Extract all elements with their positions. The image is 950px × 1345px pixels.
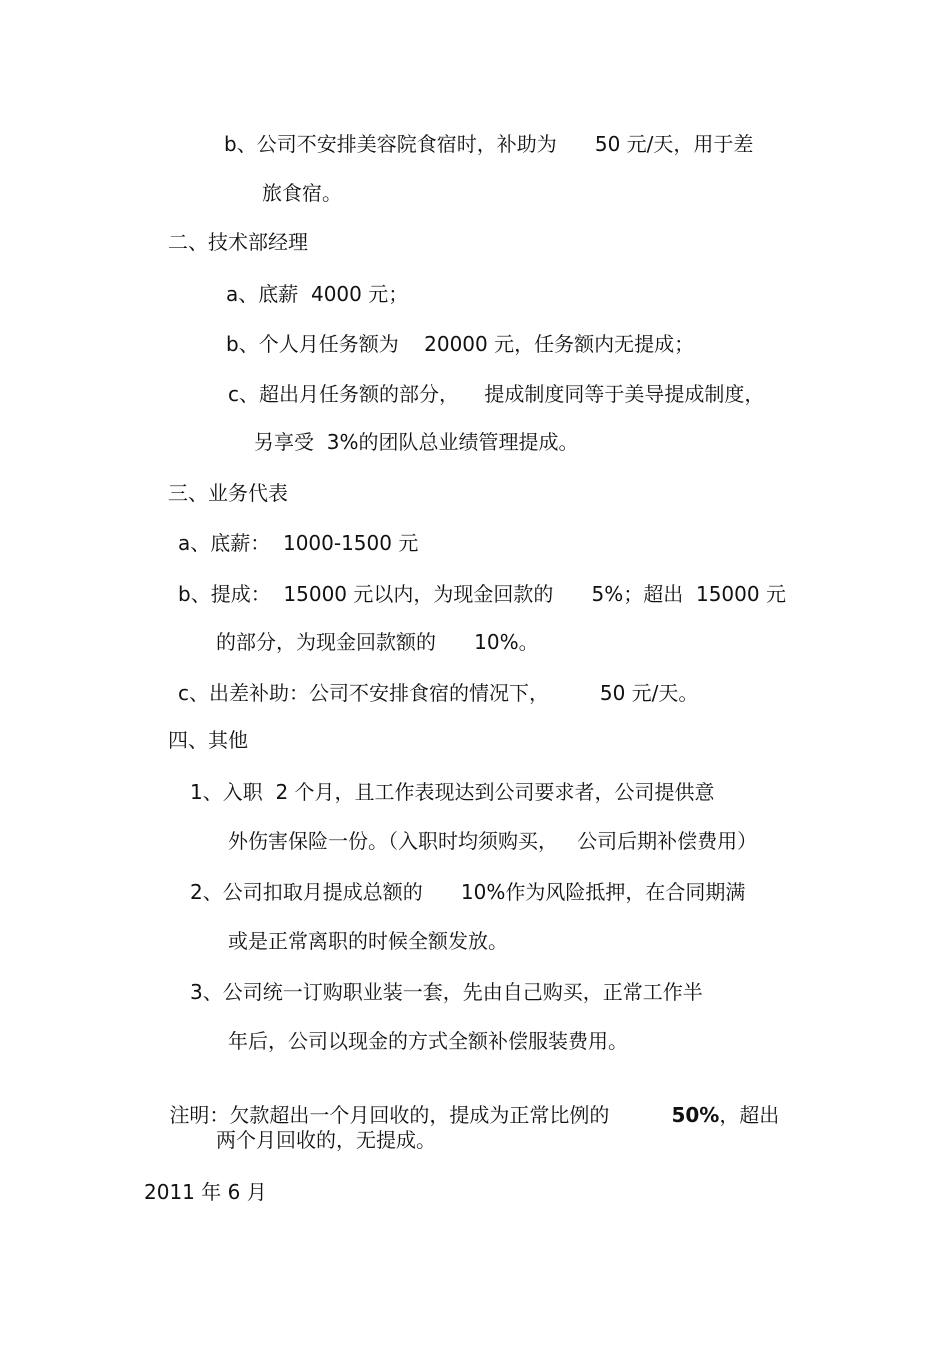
section-2-item-a: a、底薪 4000 元； <box>226 282 409 306</box>
section-4-item-2-line1: 2、公司扣取月提成总额的 10%作为风险抵押，在合同期满 <box>190 880 746 904</box>
note-line2: 两个月回收的，无提成。 <box>216 1128 436 1152</box>
section-2-item-c-line1: c、超出月任务额的部分， 提成制度同等于美导提成制度， <box>228 382 765 406</box>
section-3-item-a: a、底薪： 1000-1500 元 <box>178 531 419 555</box>
note-suffix: ，超出 <box>719 1103 780 1127</box>
item-b-travel-line1: b、公司不安排美容院食宿时，补助为 50 元/天，用于差 <box>224 132 754 156</box>
section-3-item-b-line2: 的部分，为现金回款额的 10%。 <box>216 630 539 654</box>
section-2-heading: 二、技术部经理 <box>168 230 308 254</box>
section-3-item-c: c、出差补助：公司不安排食宿的情况下， 50 元/天。 <box>178 681 699 705</box>
note-highlight: 50% <box>671 1103 720 1127</box>
section-2-item-c-line2: 另享受 3%的团队总业绩管理提成。 <box>254 430 579 454</box>
section-3-item-b-line1: b、提成： 15000 元以内，为现金回款的 5%；超出 15000 元 <box>178 582 786 606</box>
section-4-item-3-line1: 3、公司统一订购职业装一套，先由自己购买，正常工作半 <box>190 980 703 1004</box>
section-4-item-3-line2: 年后，公司以现金的方式全额补偿服装费用。 <box>228 1029 628 1053</box>
section-4-item-1-line1: 1、入职 2 个月，且工作表现达到公司要求者，公司提供意 <box>190 780 715 804</box>
item-b-travel-line2: 旅食宿。 <box>262 181 342 205</box>
section-4-heading: 四、其他 <box>168 728 248 752</box>
section-4-item-2-line2: 或是正常离职的时候全额发放。 <box>228 929 508 953</box>
note-prefix: 注明：欠款超出一个月回收的，提成为正常比例的 <box>169 1103 610 1127</box>
section-2-item-b: b、个人月任务额为 20000 元，任务额内无提成； <box>226 332 695 356</box>
section-4-item-1-line2: 外伤害保险一份。（入职时均须购买， 公司后期补偿费用） <box>228 829 758 853</box>
section-3-heading: 三、业务代表 <box>168 481 288 505</box>
document-date: 2011 年 6 月 <box>144 1180 267 1204</box>
note-line1 <box>144 1079 780 1127</box>
